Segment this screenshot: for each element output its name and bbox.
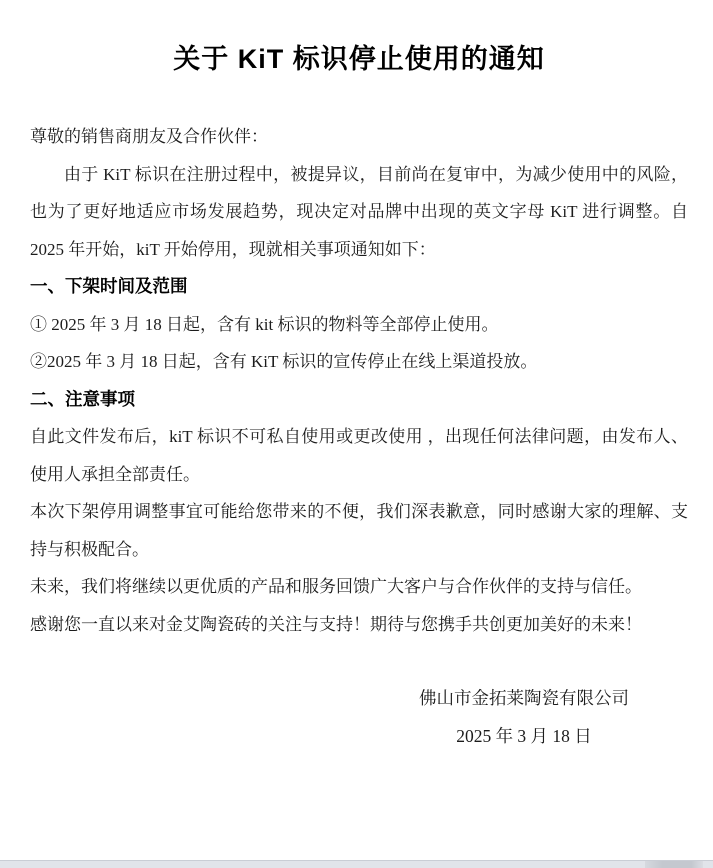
section2-heading: 二、注意事项 <box>30 388 135 409</box>
section2-paragraph-4: 感谢您一直以来对金艾陶瓷砖的关注与支持！期待与您携手共创更加美好的未来！ <box>30 614 642 634</box>
section2-paragraph-2: 本次下架停用调整事宜可能给您带来的不便，我们深表歉意，同时感谢大家的理解、支持与积极配合。 <box>30 502 688 559</box>
section1-item-2: ②2025 年 3 月 18 日起，含有 KiT 标识的宣传停止在线上渠道投放。 <box>30 352 538 371</box>
signature-date: 2025 年 3 月 18 日 <box>456 725 592 746</box>
signature-company: 佛山市金拓莱陶瓷有限公司 <box>419 688 629 708</box>
taskbar-thumb <box>645 861 703 868</box>
section1-item-1: ① 2025 年 3 月 18 日起，含有 kit 标识的物料等全部停止使用。 <box>30 314 499 334</box>
document-title: 关于 KiT 标识停止使用的通知 <box>173 44 545 74</box>
document-body <box>30 0 688 755</box>
section2-paragraph-1: 自此文件发布后，kiT 标识不可私自使用或更改使用 ，出现任何法律问题，由发布人、使用人承担全部责任。 <box>30 427 688 484</box>
intro-paragraph: 由于 KiT 标识在注册过程中，被提异议，目前尚在复审中，为减少使用中的风险，也为了更好地适应市场发展趋势，现决定对品牌中出现的英文字母 KiT 进行调整。自 2025 年开始，kiT 开始停用，现就相关事项通知如下： <box>30 164 688 259</box>
signature-block <box>360 680 688 755</box>
greeting-line: 尊敬的销售商朋友及合作伙伴： <box>30 127 268 146</box>
section2-paragraph-3: 未来，我们将继续以更优质的产品和服务回馈广大客户与合作伙伴的支持与信任。 <box>30 577 642 596</box>
section1-heading: 一、下架时间及范围 <box>30 276 188 296</box>
taskbar-edge <box>0 860 713 868</box>
